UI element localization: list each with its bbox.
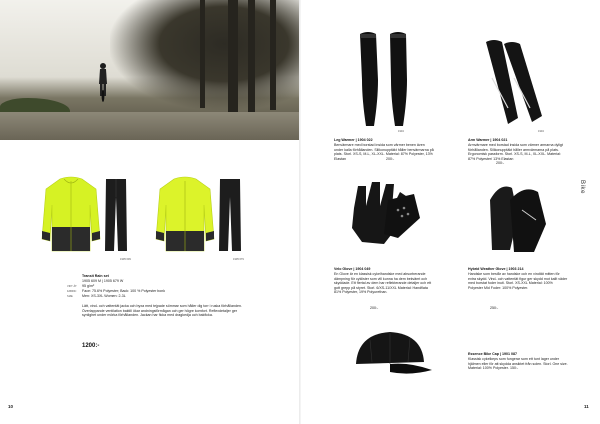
hybrid-glove-image [484, 180, 550, 256]
arm-warmer-body: Armvärmare med borstad insida som värmer armarna dyligt förhållanden. Silikonupptäkt håller armvärmarna på plats. Ergonomisk passform. Storl. XS-S, M-L, XL-XXL. Material: 87% Polyester/ 13% Elastan [468, 143, 563, 161]
arm-warmer-name: Arm Warmer | 1904 021 [468, 138, 508, 142]
hybrid-glove-price: 250:- [490, 306, 499, 310]
velo-glove-name: Velo Glove | 1904 049 [334, 267, 371, 271]
velo-glove-price: 200:- [370, 306, 379, 310]
tree-trunk [248, 0, 255, 112]
jacket-fabric: Face: 75.6% Polyester; Back: 100 % Polyester bonk [82, 289, 166, 293]
jacket-thumb-code: 1905 609 [120, 258, 131, 261]
bike-cap-price: 150:- [510, 366, 519, 370]
leg-warmer-name: Leg Warmer | 1904 022 [334, 138, 373, 142]
right-page-number: 11 [584, 404, 589, 409]
cyclist-photo [0, 0, 300, 140]
leg-warmer-price: 200:- [386, 157, 395, 161]
bike-cap-body: Klassisk cykelkeps som fungerar som ett tunt lager under hjälmen eller för att skydda ansiktet från solen. Storl. One size. Material: 100% Polyester. [468, 357, 568, 371]
tree-trunk [228, 0, 238, 115]
leg-warmer-body: Benvärmare med borstad insida som värmer benen även under kalla förhållanden. Silikonupptäkt håller benvärmarna på plats. Storl. XS-S, M-L, XL-XXL. Material: 87% Polyester, 13% Elastan [334, 143, 434, 161]
leg-warmer-code: 1904 [398, 130, 404, 133]
hybrid-glove-name: Hybrid Weather Glove | 1903 214 [468, 267, 524, 271]
bike-cap-image [350, 328, 434, 380]
tree-trunk [270, 0, 276, 110]
velo-glove-body: En Glove är en klassisk cykelhandske med absorberande dämpning för cyklister som vill kunna ha dem bekvämt och skyddade. Ett flertal av dem har reflekterande detaljer och ett gott grepp på styret. Storl. 6/XS-11/XXL Material: Handflata 81% Polyester, 19% Polyurethan. [334, 272, 432, 295]
rain-pants-image [104, 177, 128, 253]
arm-warmer-code: 1904 [538, 130, 544, 133]
tree-trunk [200, 0, 205, 108]
bike-cap-name: Essence Bike Cap | 1901 087 [468, 352, 517, 356]
fabric-label: FABRIC [67, 290, 77, 293]
weight-label: VIKT ÅT [67, 285, 77, 288]
jacket-size: Men: XS-3XL Women: 2-3L [82, 294, 126, 298]
size-label: SIZE [67, 295, 73, 298]
jacket-description: Lätt, vind- och vattentät jacka och byxa med tejpade sömmar som håller dig torr i ruska förhållanden. Överlappande ventilation baktill ökar andningsförmågan och ger högre komfort. Reflexdetaljer ger synlighet under mörka förhållanden. Jackan har ficka med dragkedja och bakficka. [82, 304, 243, 318]
road [0, 112, 300, 140]
cyclist-figure [96, 62, 110, 102]
velo-glove-image [344, 178, 426, 254]
jacket-price: 1200:- [82, 343, 100, 349]
page-gutter [299, 0, 301, 424]
section-side-tab: Bike [579, 180, 585, 195]
rain-jacket-image [40, 175, 102, 255]
rain-pants-women-image [218, 177, 242, 253]
arm-warmer-image [478, 38, 548, 126]
arm-warmer-price: 200:- [496, 161, 505, 165]
rain-jacket-women-image [154, 175, 216, 255]
hybrid-glove-body: Handske som består av handske och en vindtät mitten för extra skydd. Vind- och vattentät figur ger skydd mot kallt väder med borstat foder inuti. Storl. XS-XXL Material: 100% Polyester Mid Foder: 100% Polyester. [468, 272, 568, 290]
left-page-number: 10 [8, 404, 14, 409]
jacket-name: Transit Rain set [82, 274, 109, 278]
jacket-weight: 95 g/m² [82, 284, 95, 288]
leg-warmer-image [356, 30, 412, 128]
jacket-thumb-code: 1905 679 [233, 258, 244, 261]
jacket-sku: 1905 609 M | 1905 679 W [82, 279, 124, 283]
